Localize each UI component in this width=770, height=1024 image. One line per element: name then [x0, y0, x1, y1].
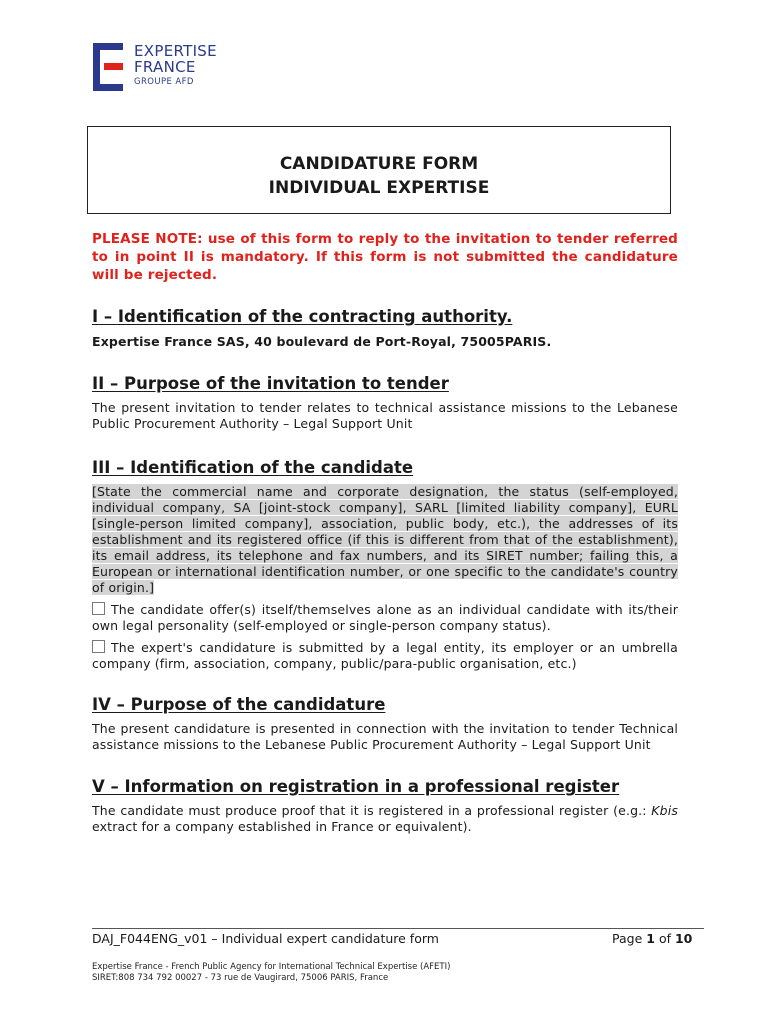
- form-title-box: [87, 126, 671, 214]
- form-title-line1: CANDIDATURE FORM: [279, 154, 479, 174]
- logo-line-expertise: EXPERTISE: [134, 42, 217, 60]
- section-5-body-prefix: The candidate must produce proof that it is registered in a professional register (e.g.:: [92, 803, 652, 818]
- section-4-heading: IV – Purpose of the candidature: [92, 695, 386, 714]
- mandatory-note: PLEASE NOTE: use of this form to reply to the invitation to tender referred to in point II is mandatory. If this form is not submitted the candidature will be rejected.: [92, 231, 678, 283]
- page-of: of: [658, 931, 671, 946]
- form-title-line2: INDIVIDUAL EXPERTISE: [268, 178, 490, 198]
- section-3-instructions: [92, 484, 678, 596]
- footer-org-line2: SIRET:808 734 792 00027 - 73 rue de Vaugirard, 75006 PARIS, France: [92, 973, 389, 983]
- page-label: Page: [612, 931, 643, 946]
- option-legal-entity: [92, 640, 678, 672]
- option-legal-entity-label: The expert's candidature is submitted by a legal entity, its employer or an umbrella company (firm, association, company, public/para-public organisation, etc.): [92, 640, 678, 671]
- footer-doc-ref: DAJ_F044ENG_v01 – Individual expert candidature form: [92, 931, 439, 946]
- page-total: 10: [674, 931, 693, 946]
- section-5-heading: V – Information on registration in a professional register: [92, 777, 620, 796]
- section-3-heading: III – Identification of the candidate: [92, 458, 414, 477]
- logo-wordmark: [134, 43, 217, 87]
- section-2-heading: II – Purpose of the invitation to tender: [92, 374, 449, 393]
- footer-page-number: [612, 931, 692, 946]
- section-1-body: Expertise France SAS, 40 boulevard de Port-Royal, 75005PARIS.: [92, 334, 552, 349]
- footer-divider: [92, 928, 704, 929]
- section-2-body: The present invitation to tender relates to technical assistance missions to the Lebanese Public Procurement Authority – Legal Support Unit: [92, 400, 678, 431]
- logo-line-groupe: GROUPE AFD: [134, 77, 194, 87]
- logo-line-france: FRANCE: [134, 58, 196, 76]
- page-current: 1: [646, 931, 655, 946]
- footer-org-line1: Expertise France - French Public Agency for International Technical Expertise (AFETI): [92, 962, 451, 972]
- legal-entity-checkbox[interactable]: [92, 640, 105, 653]
- section-5-body-suffix: extract for a company established in France or equivalent).: [92, 819, 472, 834]
- option-individual-label: The candidate offer(s) itself/themselves alone as an individual candidate with its/their own legal personality (self-employed or single-person company status).: [92, 602, 678, 633]
- individual-checkbox[interactable]: [92, 602, 105, 615]
- section-5-body: [92, 803, 678, 835]
- option-individual: [92, 602, 678, 634]
- section-1-heading: I – Identification of the contracting authority.: [92, 307, 513, 326]
- logo-mark-icon: [93, 43, 123, 91]
- section-4-body: The present candidature is presented in connection with the invitation to tender Technical assistance missions to the Lebanese Public Procurement Authority – Legal Support Unit: [92, 721, 678, 752]
- form-content: [92, 230, 678, 835]
- expertise-france-logo: [93, 43, 243, 91]
- section-5-body-kbis: Kbis: [651, 803, 678, 818]
- candidate-info-placeholder[interactable]: [State the commercial name and corporate designation, the status (self-employed, individual company, SA [joint-stock company], SARL [limited liability company], EURL [single-person limited company], association, public body, etc.), the addresses of its establishment and its registered office (if this is different from that of the establishment), its email address, its telephone and fax numbers, and its SIRET number; failing this, a European or international identification number, or one specific to the candidate's country of origin.]: [92, 484, 678, 595]
